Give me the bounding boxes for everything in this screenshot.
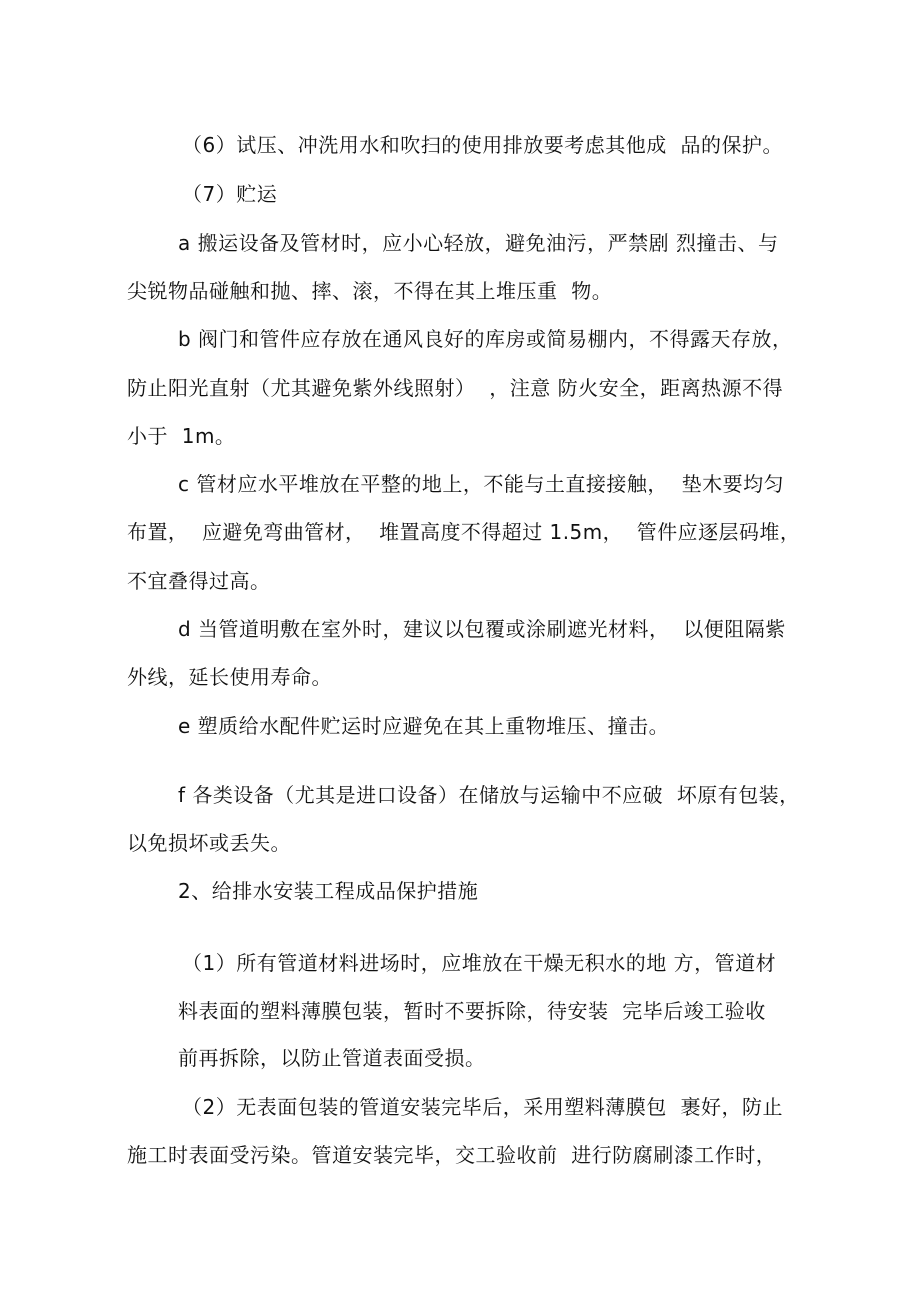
text-line: 小于 1m。 [127, 424, 236, 448]
text-line: 外线，延长使用寿命。 [127, 665, 332, 689]
text-line: 布置， 应避免弯曲管材， 堆置高度不得超过 1.5m， 管件应逐层码堆， [127, 520, 801, 544]
text-line: 施工时表面受污染。管道安装完毕，交工验收前 进行防腐刷漆工作时， [127, 1143, 777, 1167]
text-line: d 当管道明敷在室外时，建议以包覆或涂刷遮光材料， 以便阻隔紫 [178, 617, 786, 641]
text-line: e 塑质给水配件贮运时应避免在其上重物堆压、撞击。 [178, 714, 670, 738]
text-line: c 管材应水平堆放在平整的地上，不能与土直接接触， 垫木要均匀 [178, 472, 785, 496]
text-line: （2）无表面包装的管道安装完毕后，采用塑料薄膜包 裹好，防止 [182, 1095, 783, 1119]
text-line: 料表面的塑料薄膜包装，暂时不要拆除，待安装 完毕后竣工验收 [178, 999, 766, 1023]
text-line: 不宜叠得过高。 [127, 569, 271, 593]
text-line: 防止阳光直射（尤其避免紫外线照射） ，注意 防火安全，距离热源不得 [127, 376, 784, 400]
text-line: （1）所有管道材料进场时，应堆放在干燥无积水的地 方，管道材 [182, 951, 777, 975]
text-line: （7）贮运 [182, 182, 278, 206]
text-line: （6）试压、冲洗用水和吹扫的使用排放要考虑其他成 品的保护。 [182, 133, 783, 157]
section-heading: 2、给排水安装工程成品保护措施 [178, 879, 479, 903]
text-line: b 阀门和管件应存放在通风良好的库房或简易棚内，不得露天存放， [178, 327, 793, 351]
text-line: 尖锐物品碰触和抛、摔、滚，不得在其上堆压重 物。 [127, 279, 613, 303]
text-line: 以免损坏或丢失。 [127, 831, 291, 855]
text-line: 前再拆除，以防止管道表面受损。 [178, 1046, 486, 1070]
text-line: a 搬运设备及管材时，应小心轻放，避免油污，严禁剧 烈撞击、与 [178, 231, 779, 255]
text-line: f 各类设备（尤其是进口设备）在储放与运输中不应破 坏原有包装， [178, 783, 800, 807]
